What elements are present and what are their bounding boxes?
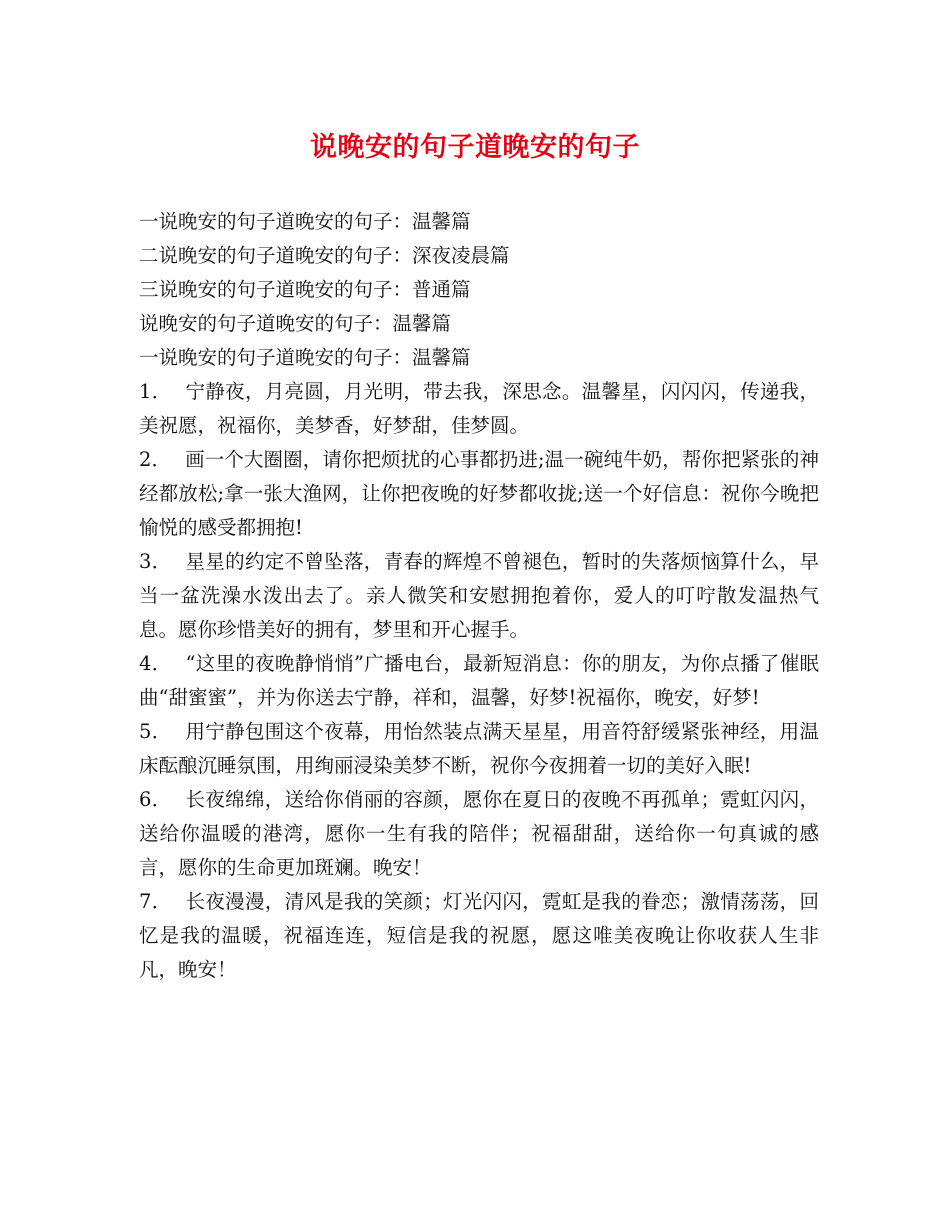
item-number: 7． [139,890,172,913]
list-item [139,545,819,647]
document-body [139,205,819,987]
list-item [139,375,819,443]
item-text: 长夜漫漫，清风是我的笑颜；灯光闪闪，霓虹是我的眷恋；激情荡荡，回忆是我的温暖，祝福连连，短信是我的祝愿，愿这唯美夜晚让你收获人生非凡，晚安！ [139,890,819,981]
item-text: 用宁静包围这个夜幕，用怡然装点满天星星，用音符舒缓紧张神经，用温床酝酿沉睡氛围，用绚丽浸染美梦不断，祝你今夜拥着一切的美好入眠! [139,720,819,777]
list-item [139,647,819,715]
toc-line-4: 说晚安的句子道晚安的句子：温馨篇 [139,312,452,335]
item-number: 4． [139,652,172,675]
item-number: 5． [139,720,172,743]
item-text: 星星的约定不曾坠落，青春的辉煌不曾褪色，暂时的失落烦恼算什么，早当一盆洗澡水泼出去了。亲人微笑和安慰拥抱着你，爱人的叮咛散发温热气息。愿你珍惜美好的拥有，梦里和开心握手。 [139,550,819,641]
item-text: “这里的夜晚静悄悄”广播电台，最新短消息：你的朋友，为你点播了催眠曲“甜蜜蜜”，并为你送去宁静，祥和，温馨，好梦!祝福你，晚安，好梦! [139,652,819,709]
list-item [139,885,819,987]
item-text: 长夜绵绵，送给你俏丽的容颜，愿你在夏日的夜晚不再孤单；霓虹闪闪，送给你温暖的港湾，愿你一生有我的陪伴；祝福甜甜，送给你一句真诚的感言，愿你的生命更加斑斓。晚安！ [139,788,819,879]
toc-line-3: 三说晚安的句子道晚安的句子：普通篇 [139,278,471,301]
list-item [139,715,819,783]
item-number: 2． [139,448,172,471]
toc-line-2: 二说晚安的句子道晚安的句子：深夜凌晨篇 [139,244,510,267]
page-title: 说晚安的句子道晚安的句子 [310,132,640,163]
toc-line-1: 一说晚安的句子道晚安的句子：温馨篇 [139,210,471,233]
list-item [139,783,819,885]
item-text: 画一个大圈圈，请你把烦扰的心事都扔进;温一碗纯牛奶，帮你把紧张的神经都放松;拿一张大渔网，让你把夜晚的好梦都收拢;送一个好信息：祝你今晚把愉悦的感受都拥抱! [139,448,819,539]
item-number: 6． [139,788,172,811]
item-text: 宁静夜，月亮圆，月光明，带去我，深思念。温馨星，闪闪闪，传递我，美祝愿，祝福你，美梦香，好梦甜，佳梦圆。 [139,380,819,437]
section-heading: 一说晚安的句子道晚安的句子：温馨篇 [139,346,471,369]
item-number: 1． [139,380,172,403]
list-item [139,443,819,545]
item-number: 3． [139,550,172,573]
